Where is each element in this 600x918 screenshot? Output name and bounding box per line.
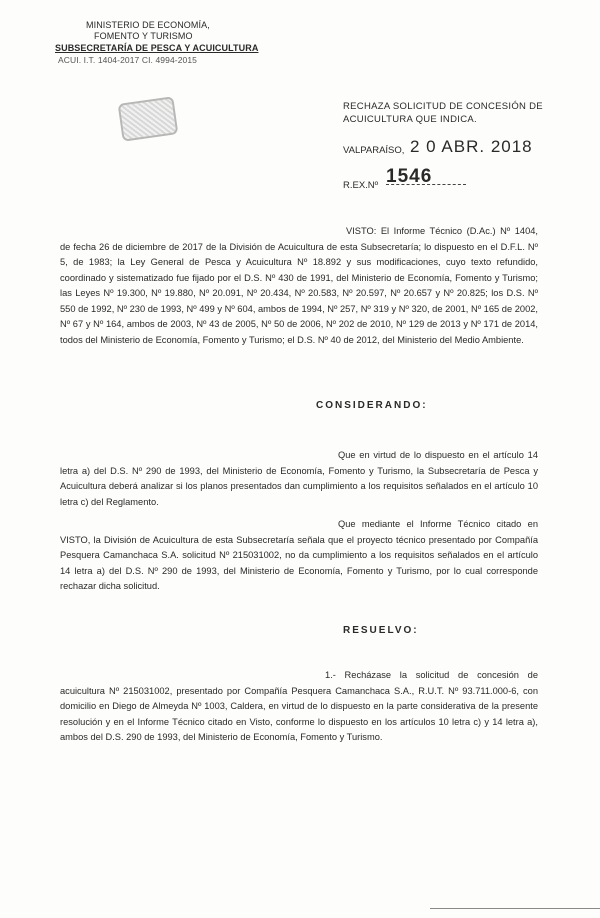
- header-ministry: MINISTERIO DE ECONOMÍA,: [86, 20, 210, 30]
- resuelvo-1-text: 1.- Recházase la solicitud de concesión de acuicultura Nº 215031002, presentado por Compañía Pesquera Camanchaca S.A., R.U.T. Nº 93.711.000-6, con domicilio en Diego de Almeyda Nº 1003, Caldera, en virtud de lo dispuesto en la parte considerativa de la presente resolución y en el Informe Técnico citado en Visto, conforme lo dispuesto en los artículos 10 letra c) y 14 letra a), ambos del D.S. 290 de 1993, del Ministerio de Economía, Fomento y Turismo.: [60, 670, 538, 742]
- header-fomento: FOMENTO Y TURISMO: [94, 31, 193, 41]
- visto-text: VISTO: El Informe Técnico (D.Ac.) Nº 1404, de fecha 26 de diciembre de 2017 de la División de Acuicultura de esta Subsecretaría; lo dispuesto en el D.F.L. Nº 5, de 1983; la Ley General de Pesca y Acuicultura Nº 18.892 y sus modificaciones, cuyo texto refundido, coordinado y sistematizado fue fijado por el D.S. Nº 430 de 1991, del Ministerio de Economía, Fomento y Turismo; las Leyes Nº 19.300, Nº 19.880, Nº 20.091, Nº 20.434, Nº 20.583, Nº 20.597, Nº 20.657 y Nº 20.825; los D.S. Nº 550 de 1992, Nº 230 de 1993, Nº 499 y Nº 604, ambos de 1994, Nº 257, Nº 319 y Nº 320, de 2001, Nº 165 de 2002, Nº 67 y Nº 164, ambos de 2003, Nº 43 de 2005, Nº 50 de 2006, Nº 202 de 2010, Nº 129 de 2013 y Nº 171 de 2014, todos del Ministerio de Economía, Fomento y Turismo; el D.S. Nº 40 de 2012, del Ministerio del Medio Ambiente.: [60, 226, 538, 345]
- rex-label: R.EX.Nº: [343, 180, 379, 191]
- considerando-paragraph-1: [60, 448, 538, 510]
- resuelvo-heading: RESUELVO:: [343, 625, 419, 636]
- rex-underline: [386, 184, 466, 185]
- document-date: 2 0 ABR. 2018: [410, 137, 533, 156]
- place-label: VALPARAÍSO,: [343, 145, 405, 156]
- considerando-paragraph-2: [60, 517, 538, 595]
- footer-line: [430, 908, 600, 909]
- considerando-1-text: Que en virtud de lo dispuesto en el artículo 14 letra a) del D.S. Nº 290 de 1993, del Ministerio de Economía, Fomento y Turismo, la Subsecretaría de Pesca y Acuicultura deberá analizar si los planos presentados dan cumplimiento a los requisitos señalados en el artículo 10 letra c) del Reglamento.: [60, 450, 538, 507]
- considerando-heading: CONSIDERANDO:: [316, 400, 428, 411]
- document-subject: RECHAZA SOLICITUD DE CONCESIÓN DE ACUICULTURA QUE INDICA.: [343, 101, 543, 125]
- header-reference: ACUI. I.T. 1404-2017 CI. 4994-2015: [58, 55, 198, 65]
- visto-paragraph: [60, 224, 538, 348]
- header-subsecretaria: SUBSECRETARÍA DE PESCA Y ACUICULTURA: [55, 43, 259, 53]
- resuelvo-paragraph-1: [60, 668, 538, 746]
- considerando-2-text: Que mediante el Informe Técnico citado en VISTO, la División de Acuicultura de esta Subsecretaría señala que el proyecto técnico presentado por Compañía Pesquera Camanchaca S.A. solicitud Nº 215031002, no da cumplimiento a los requisitos señalados en el artículo 14 letra a) del D.S. Nº 290 de 1993, del Ministerio de Economía, Fomento y Turismo, por lo cual corresponde rechazar dicha solicitud.: [60, 519, 538, 591]
- rex-number: 1546: [386, 166, 433, 187]
- official-stamp: [118, 96, 179, 141]
